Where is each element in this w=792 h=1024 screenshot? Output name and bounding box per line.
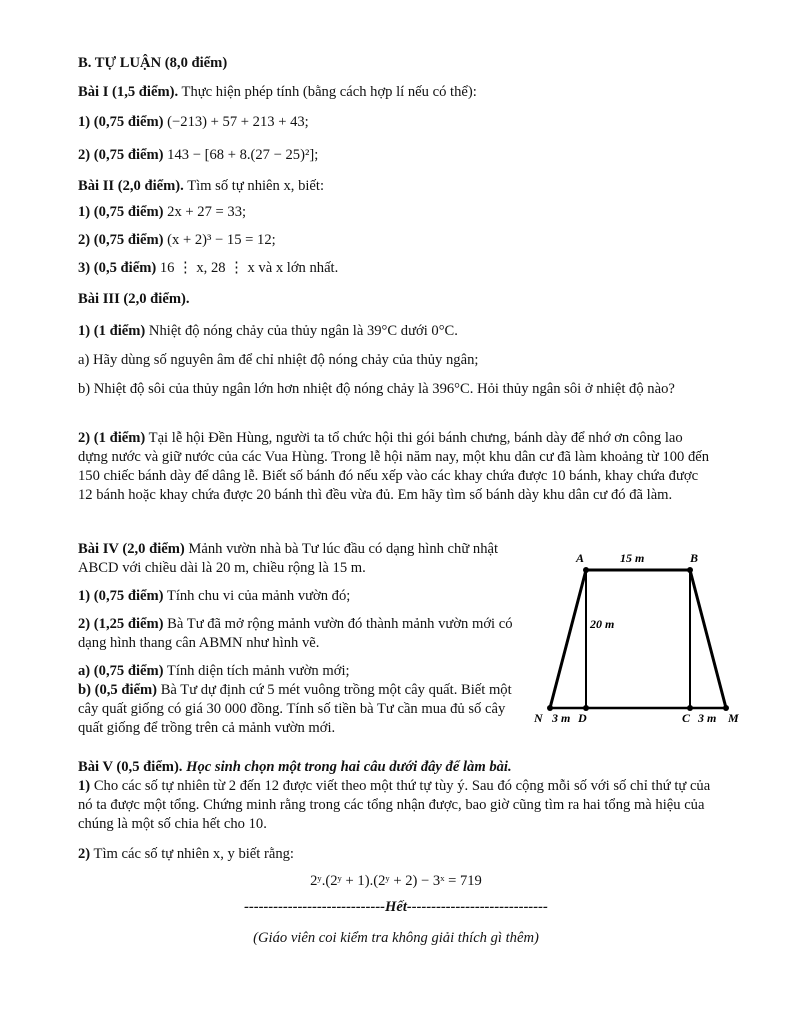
bai1-q2: 2) (0,75 điểm) 143 − [68 + 8.(27 − 25)²]; [78,147,319,163]
trapezoid-figure [528,548,758,728]
bai2-q3: 3) (0,5 điểm) 16 ⋮ x, 28 ⋮ x và x lớn nhất. [78,260,339,276]
point-b [687,567,693,573]
bai5-q1: 1) Cho các số tự nhiên từ 2 đến 12 được viết theo một thứ tự tùy ý. Sau đó cộng mỗi số với số chỉ thứ tự của nó ta được một tổng. Chứng minh rằng trong các tổng nhận được, bao giờ cũng tìm ra hai tổng mà hiệu của chúng là một số chia hết cho 10. [78,778,711,832]
bai2-heading: Bài II (2,0 điểm). Tìm số tự nhiên x, biết: [78,178,325,194]
footer-note: (Giáo viên coi kiểm tra không giải thích gì thêm) [253,930,539,946]
label-n: N [534,711,543,725]
label-b: B [690,551,699,565]
bai4-section [78,540,524,738]
bai1-heading: Bài I (1,5 điểm). Thực hiện phép tính (bằng cách hợp lí nếu có thể): [78,84,477,100]
bai4-heading: Bài IV (2,0 điểm) Mảnh vườn nhà bà Tư lúc đầu có dạng hình chữ nhật ABCD với chiều dài là 20 m, chiều rộng là 15 m. [78,541,499,576]
segment-bm [690,570,726,708]
end-mark: -----------------------------Hết----------------------------- [244,899,548,915]
bai2-q2: 2) (0,75 điểm) (x + 2)³ − 15 = 12; [78,232,276,248]
trapezoid-diagram [528,548,758,728]
bai3-q2: 2) (1 điểm) Tại lễ hội Đền Hùng, người ta tổ chức hội thi gói bánh chưng, bánh dày để nhớ ơn công lao dựng nước và giữ nước của các Vua Hùng. Trong lễ hội năm nay, một khu dân cư đã làm khoảng từ 100 đến 150 chiếc bánh dày để dâng lễ. Biết số bánh đó nếu xếp vào các khay chứa được 10 bánh, khay chứa được 12 bánh hoặc khay chứa được 20 bánh thì đều vừa đủ. Em hãy tìm số bánh dày khu dân cư đó đã làm. [78,430,710,503]
bai4-qa: a) (0,75 điểm) Tính diện tích mảnh vườn mới; [78,662,350,679]
label-d: D [578,711,587,725]
bai3-q1: 1) (1 điểm) Nhiệt độ nóng chảy của thủy ngân là 39°C dưới 0°C. [78,323,458,339]
bai3-qb: b) Nhiệt độ sôi của thủy ngân lớn hơn nhiệt độ nóng chảy là 396°C. Hỏi thủy ngân sôi ở nhiệt độ nào? [78,381,675,397]
bai5-heading: Bài V (0,5 điểm). Học sinh chọn một trong hai câu dưới đây để làm bài. [78,759,512,775]
bai4-q1: 1) (0,75 điểm) Tính chu vi của mảnh vườn đó; [78,587,351,604]
bai1-q1: 1) (0,75 điểm) (−213) + 57 + 213 + 43; [78,114,309,130]
label-m: M [728,711,739,725]
bai4-qb: b) (0,5 điểm) Bà Tư dự định cứ 5 mét vuông trồng một cây quất. Biết một cây quất giống có giá 30 000 đồng. Tính số tiền bà Tư cần mua đủ số cây quất giống để trồng trên cả mảnh vườn mới. [78,681,512,736]
point-a [583,567,589,573]
label-top-len: 15 m [620,551,645,565]
section-title: B. TỰ LUẬN (8,0 điểm) [78,55,228,71]
label-height-len: 20 m [590,617,615,631]
label-right-ext: 3 m [698,711,717,725]
label-a: A [576,551,585,565]
bai5-q2: 2) Tìm các số tự nhiên x, y biết rằng: [78,846,294,862]
label-left-ext: 3 m [552,711,571,725]
segment-an [550,570,586,708]
bai5-equation: 2ʸ.(2ʸ + 1).(2ʸ + 2) − 3ˣ = 719 [310,873,482,889]
bai4-q2: 2) (1,25 điểm) Bà Tư đã mở rộng mảnh vườn đó thành mảnh vườn mới có dạng hình thang cân ABMN như hình vẽ. [78,615,513,651]
bai2-q1: 1) (0,75 điểm) 2x + 27 = 33; [78,204,247,220]
bai3-heading: Bài III (2,0 điểm). [78,291,190,307]
bai3-qa: a) Hãy dùng số nguyên âm để chỉ nhiệt độ nóng chảy của thủy ngân; [78,352,479,368]
label-c: C [682,711,691,725]
